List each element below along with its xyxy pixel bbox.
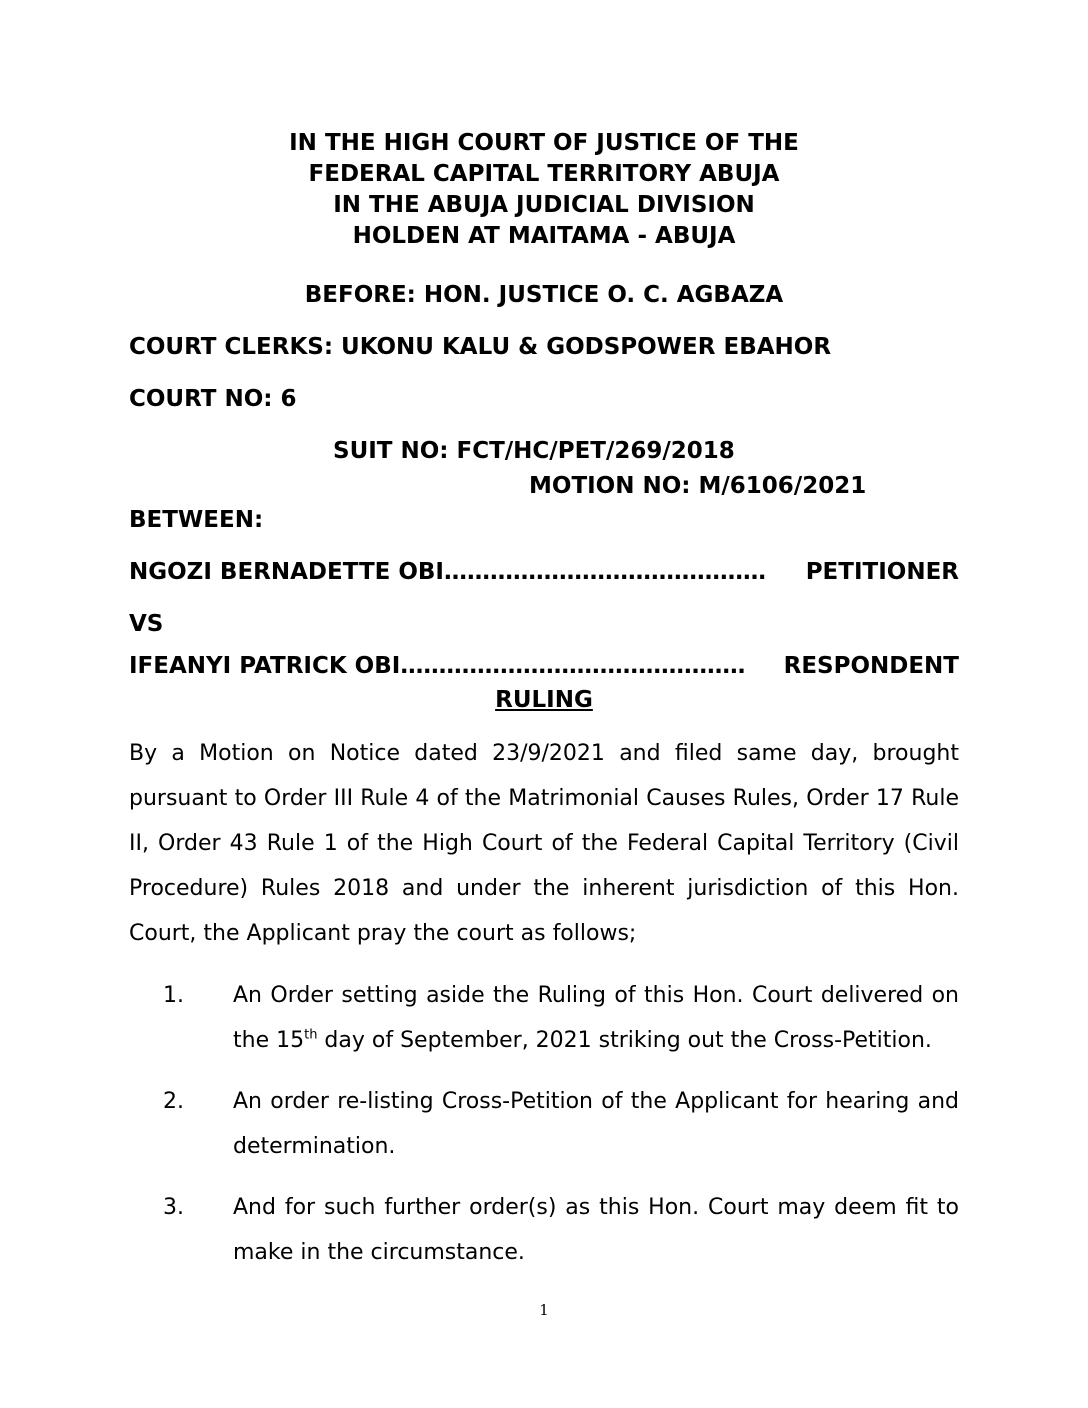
order-text-1-part1: An Order setting aside the Ruling of this Hon. Court delivered on the 15 <box>233 983 959 1053</box>
motion-number: MOTION NO: M/6106/2021 <box>529 473 867 499</box>
between-label: BETWEEN: <box>129 507 264 533</box>
respondent-line <box>129 651 959 682</box>
respondent-role: RESPONDENT <box>783 653 959 679</box>
order-number-1: 1. <box>163 983 184 1008</box>
order-text-1-part2: day of September, 2021 striking out the Cross-Petition. <box>317 1028 932 1053</box>
before-judge: BEFORE: HON. JUSTICE O. C. AGBAZA <box>304 282 784 308</box>
versus-label: VS <box>129 611 164 637</box>
respondent-leader-dots: ……………………………………… <box>400 653 746 679</box>
order-number-3: 3. <box>163 1195 184 1220</box>
order-text-1-superscript: th <box>304 1027 318 1043</box>
petitioner-line <box>129 557 959 588</box>
petitioner-name: NGOZI BERNADETTE OBI <box>129 559 444 585</box>
ruling-title: RULING <box>495 687 593 713</box>
petitioner-role: PETITIONER <box>805 559 959 585</box>
respondent-name: IFEANYI PATRICK OBI <box>129 653 401 679</box>
court-heading-line-3: IN THE ABUJA JUDICIAL DIVISION <box>333 192 755 218</box>
order-text-1 <box>233 973 959 1063</box>
order-text-2: An order re-listing Cross-Petition of the Applicant for hearing and determination. <box>233 1089 959 1159</box>
court-number: COURT NO: 6 <box>129 386 297 412</box>
court-heading-line-1: IN THE HIGH COURT OF JUSTICE OF THE <box>289 130 799 156</box>
petitioner-leader-dots: …………………………………… <box>444 559 766 585</box>
order-text-3: And for such further order(s) as this Hon. Court may deem fit to make in the circumstance. <box>233 1195 959 1265</box>
court-clerks: COURT CLERKS: UKONU KALU & GODSPOWER EBAHOR <box>129 334 832 360</box>
suit-number: SUIT NO: FCT/HC/PET/269/2018 <box>333 438 735 464</box>
intro-paragraph: By a Motion on Notice dated 23/9/2021 and filed same day, brought pursuant to Order III Rule 4 of the Matrimonial Causes Rules, Order 17 Rule II, Order 43 Rule 1 of the High Court of the Federal Capital Territory (Civil Procedure) Rules 2018 and under the inherent jurisdiction of this Hon. Court, the Applicant pray the court as follows; <box>129 741 959 946</box>
page-number: 1 <box>539 1301 549 1319</box>
court-heading-line-4: HOLDEN AT MAITAMA - ABUJA <box>352 223 736 249</box>
order-number-2: 2. <box>163 1089 184 1114</box>
court-heading-line-2: FEDERAL CAPITAL TERRITORY ABUJA <box>308 161 780 187</box>
